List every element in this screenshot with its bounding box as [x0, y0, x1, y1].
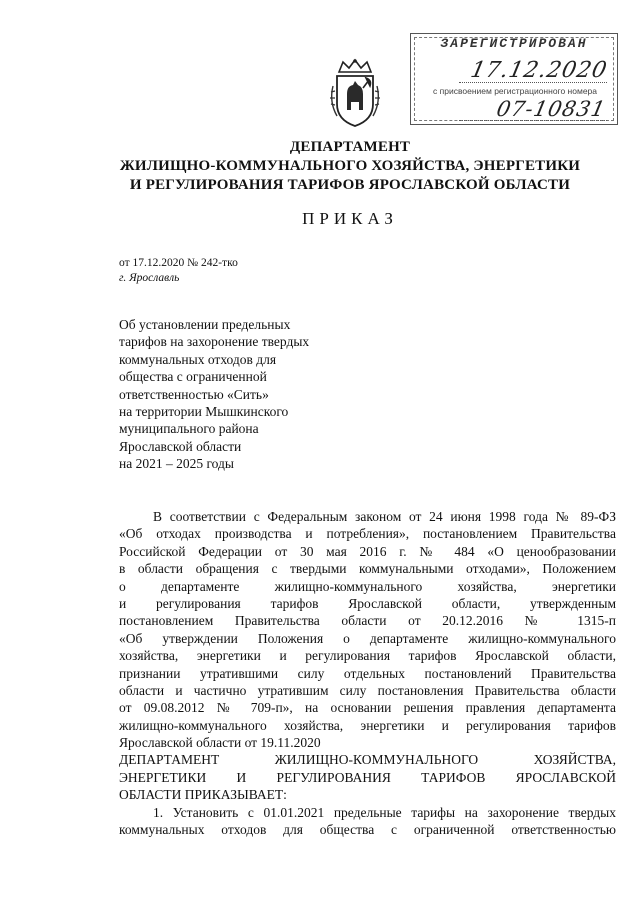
paragraph-line: В соответствии с Федеральным законом от 24 июня 1998 года № 89-ФЗ: [153, 509, 616, 524]
paragraph-line: «Об отходах производства и потребления», постановлением Правительства: [119, 526, 616, 542]
paragraph-line: о департаменте жилищно-коммунального хозяйства, энергетики: [119, 578, 616, 594]
paragraph-line: жилищно-коммунального хозяйства, энергетики и регулирования тарифов: [119, 717, 616, 733]
registration-stamp: [410, 33, 618, 125]
subject-line: общества с ограниченной: [119, 369, 267, 385]
stamp-handwritten-number: 07-10831: [494, 97, 609, 121]
paragraph-line: признании утратившими силу отдельных постановлений Правительства: [119, 665, 616, 681]
paragraph-line: «Об утверждении Положения о департаменте жилищно-коммунального: [119, 630, 616, 646]
order-subject: [119, 316, 369, 473]
item-line: коммунальных отходов для общества с ограниченной ответственностью: [119, 822, 616, 838]
stamp-divider: [459, 120, 607, 121]
paragraph-line: в области обращения с твердыми коммунальными отходами», Положением: [119, 561, 616, 577]
document-type-title: ПРИКАЗ: [302, 209, 398, 228]
department-title-line: ДЕПАРТАМЕНТ: [289, 139, 411, 155]
subject-line: Об установлении предельных: [119, 317, 291, 332]
subject-line: на территории Мышкинского: [119, 404, 289, 420]
order-date-number: от 17.12.2020 № 242-тко: [119, 257, 238, 269]
paragraph-line: и регулирования тарифов Ярославской области, утвержденным: [119, 595, 616, 611]
directive-line: ОБЛАСТИ ПРИКАЗЫВАЕТ:: [119, 787, 287, 803]
paragraph-line: от 09.08.2012 № 709-п», на основании решения правления департамента: [119, 700, 616, 716]
paragraph-line: Российской Федерации от 30 мая 2016 г. № 484 «О ценообразовании: [119, 543, 616, 559]
stamp-title: ЗАРЕГИСТРИРОВАН: [440, 36, 588, 51]
subject-line: муниципального района: [119, 421, 259, 437]
department-title-line: И РЕГУЛИРОВАНИЯ ТАРИФОВ ЯРОСЛАВСКОЙ ОБЛАСТИ: [129, 177, 571, 193]
subject-line: коммунальных отходов для: [119, 351, 277, 367]
paragraph-line: области и частично утратившим силу постановления Правительства области: [119, 682, 616, 698]
directive-line: ЭНЕРГЕТИКИ И РЕГУЛИРОВАНИЯ ТАРИФОВ ЯРОСЛАВСКОЙ: [119, 769, 616, 785]
paragraph-line: постановлением Правительства области от 20.12.2016 № 1315-п: [119, 613, 616, 629]
paragraph-line: Ярославской области от 19.11.2020: [119, 735, 321, 751]
department-title-line: ЖИЛИЩНО-КОММУНАЛЬНОГО ХОЗЯЙСТВА, ЭНЕРГЕТИКИ: [119, 158, 581, 174]
stamp-handwritten-date: 17.12.2020: [468, 58, 610, 83]
subject-line: ответственностью «Сить»: [119, 386, 269, 402]
item-line: 1. Установить с 01.01.2021 предельные тарифы на захоронение твердых: [153, 804, 616, 820]
subject-line: на 2021 – 2025 годы: [119, 456, 234, 472]
coat-of-arms-emblem: [325, 58, 385, 130]
preamble-paragraph: [119, 508, 616, 838]
stamp-note: с присвоением регистрационного номера: [433, 86, 597, 96]
paragraph-line: хозяйства, энергетики и регулирования тарифов Ярославской области,: [119, 648, 616, 664]
order-city: г. Ярославль: [119, 272, 180, 284]
subject-line: Ярославской области: [119, 438, 242, 454]
directive-line: ДЕПАРТАМЕНТ ЖИЛИЩНО-КОММУНАЛЬНОГО ХОЗЯЙСТВА,: [119, 752, 616, 768]
subject-line: тарифов на захоронение твердых: [119, 334, 310, 350]
stamp-divider: [459, 82, 607, 83]
